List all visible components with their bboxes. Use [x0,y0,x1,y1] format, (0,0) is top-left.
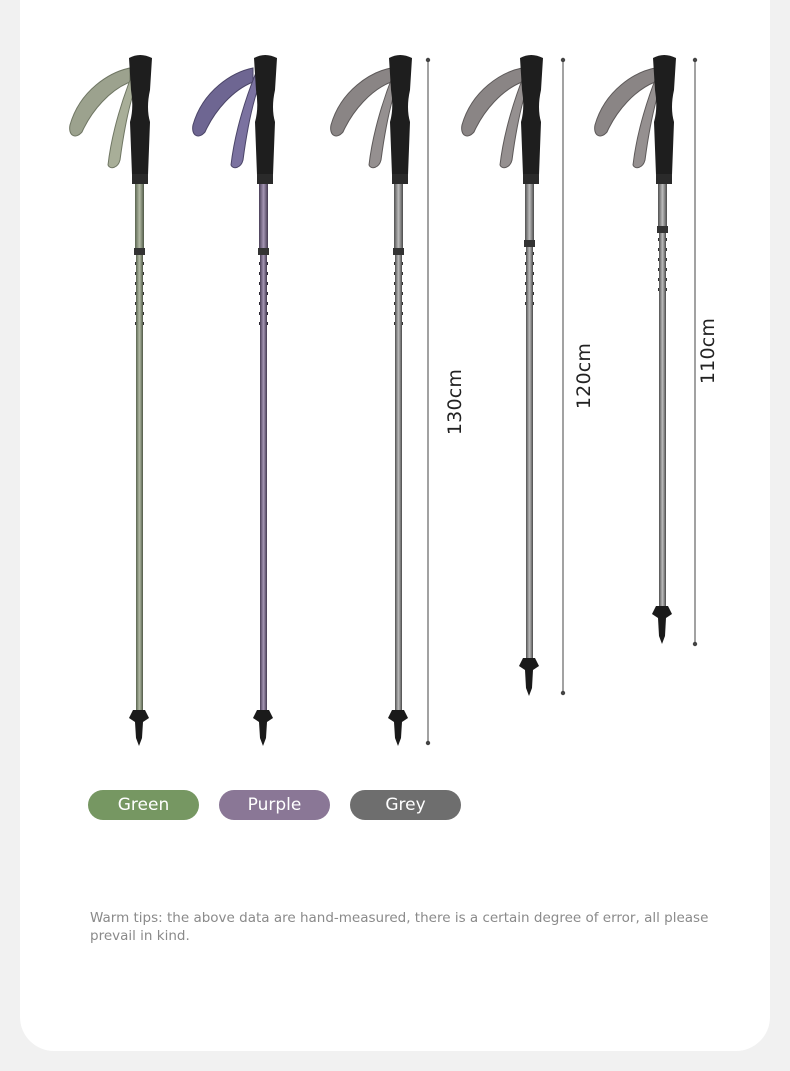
dimension-label-120: 120cm [573,342,595,410]
color-swatch-green[interactable]: Green [88,790,199,820]
color-swatch-purple[interactable]: Purple [219,790,330,820]
pole-purple-130 [193,55,277,746]
color-swatch-grey[interactable]: Grey [350,790,461,820]
pole-grey-120 [462,55,543,696]
dimension-line-130 [426,58,430,745]
dimension-label-110: 110cm [697,317,719,385]
pole-green-130 [70,55,152,746]
dimension-label-130: 130cm [444,368,466,436]
pole-grey-110 [595,55,676,644]
dimension-line-120 [561,58,565,695]
pole-grey-130 [331,55,412,746]
measurement-tip: Warm tips: the above data are hand-measured, there is a certain degree of error, all please prevail in kind. [90,910,709,944]
